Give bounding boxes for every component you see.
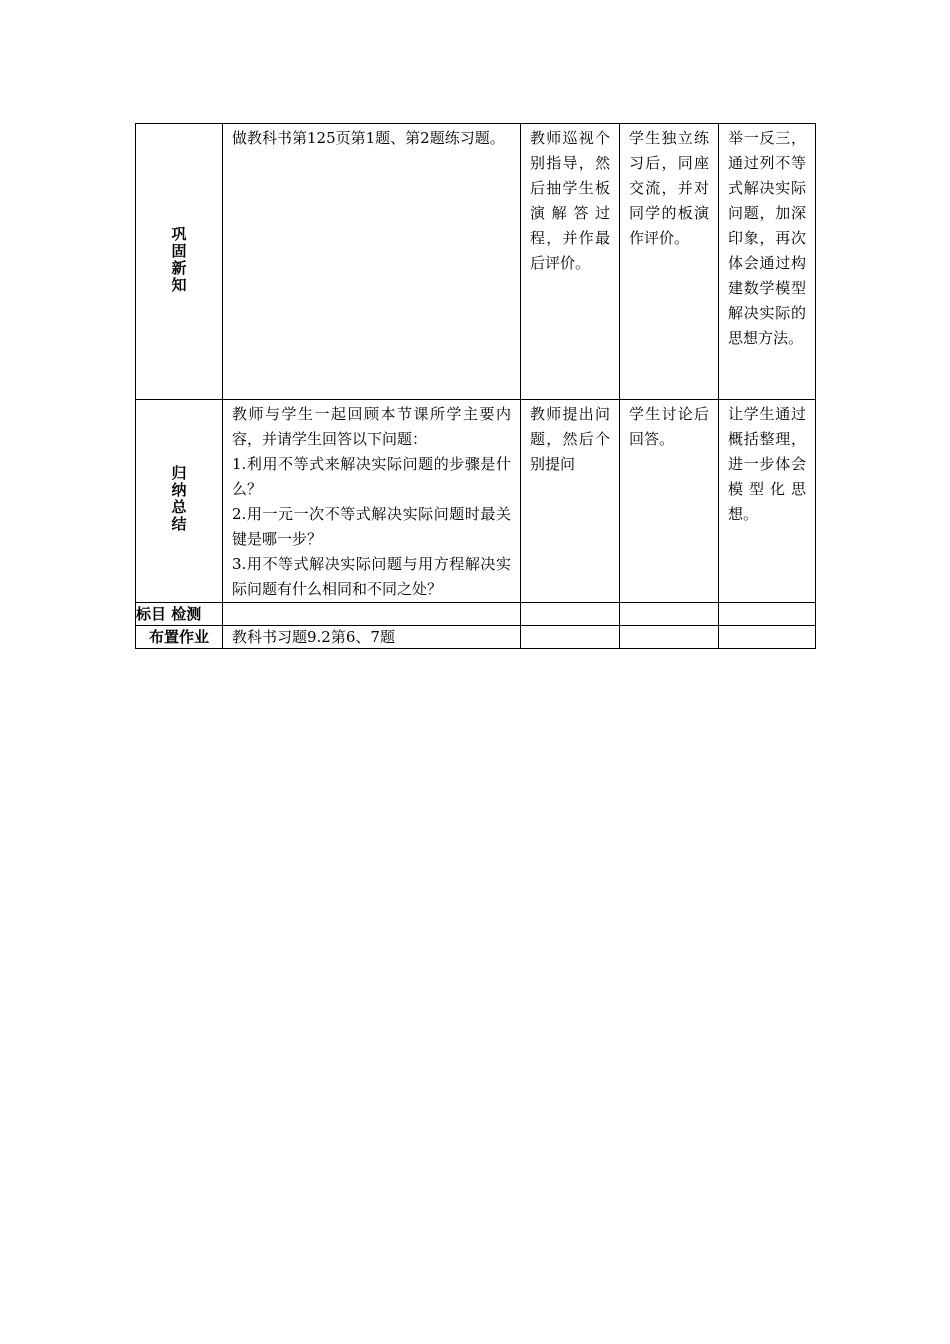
summary-intro: 教师与学生一起回顾本节课所学主要内容，并请学生回答以下问题： [232,405,511,448]
section-label-text: 巩固新知 [171,224,187,294]
section-label-summary [136,400,223,603]
teacher-activity-summary: 教师提出问题，然后个别提问 [521,400,620,603]
section-label-homework: 布置作业 [136,626,223,649]
section-label-text: 归纳总结 [171,464,187,533]
student-activity-check [620,603,719,626]
summary-question-3: 3.用不等式解决实际问题与用方程解决实际问题有什么相同和不同之处？ [232,555,511,598]
content-cell-summary [223,400,521,603]
summary-question-1: 1.利用不等式来解决实际问题的步骤是什么？ [232,455,511,498]
table-row-homework [136,626,816,649]
summary-question-2: 2.用一元一次不等式解决实际问题时最关键是哪一步？ [232,505,511,548]
design-intent-check [719,603,816,626]
teacher-activity-check [521,603,620,626]
content-cell-consolidate: 做教科书第125页第1题、第2题练习题。 [223,124,521,400]
design-intent-homework [719,626,816,649]
section-label-check: 标目 检测 [136,603,223,626]
student-activity-homework [620,626,719,649]
table-row-check [136,603,816,626]
table-row-consolidate [136,124,816,400]
content-cell-check [223,603,521,626]
table-row-summary [136,400,816,603]
section-label-consolidate [136,124,223,400]
design-intent-consolidate: 举一反三，通过列不等式解决实际问题，加深印象，再次体会通过构建数学模型解决实际的思想方法。 [719,124,816,400]
teacher-activity-consolidate: 教师巡视个别指导，然后抽学生板演解答过程，并作最后评价。 [521,124,620,400]
student-activity-consolidate: 学生独立练习后，同座交流，并对同学的板演作评价。 [620,124,719,400]
content-cell-homework: 教科书习题9.2第6、7题 [223,626,521,649]
teacher-activity-homework [521,626,620,649]
lesson-plan-table [135,123,816,649]
design-intent-summary: 让学生通过概括整理，进一步体会模型化思想。 [719,400,816,603]
student-activity-summary: 学生讨论后回答。 [620,400,719,603]
